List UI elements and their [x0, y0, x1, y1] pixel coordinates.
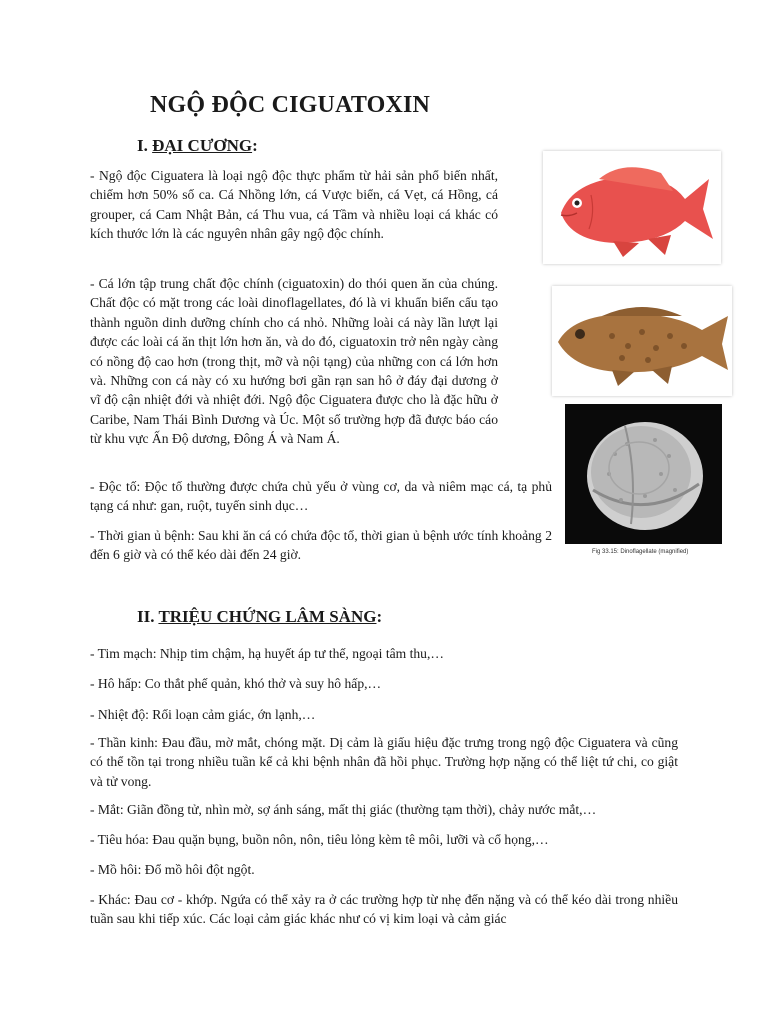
symptom-respiratory: - Hô hấp: Co thắt phế quản, khó thở và suy hô hấp,…: [90, 676, 382, 691]
section-1-paragraph-1: - Ngộ độc Ciguatera là loại ngộ độc thực phẩm từ hải sản phổ biến nhất, chiếm hơn 50% số ca. Cá Nhồng lớn, cá Vược biển, cá Vẹt, cá Hồng, cá grouper, cá Cam Nhật Bản, cá Thu vua, cá Tầm và nhiều loại cá khác có kích thước lớn là các nguyên nhân gây ngộ độc chính.: [90, 168, 498, 242]
section-1-paragraph-4: - Thời gian ủ bệnh: Sau khi ăn cá có chứa độc tố, thời gian ủ bệnh ước tính khoảng 2 đến 6 giờ và có thể kéo dài đến 24 giờ.: [90, 528, 552, 563]
section-1-title: ĐẠI CƯƠNG: [152, 136, 253, 155]
section-1-heading: [137, 136, 258, 156]
section-2-title: TRIỆU CHỨNG LÂM SÀNG: [158, 607, 377, 626]
symptom-cardiovascular: - Tim mạch: Nhịp tim chậm, hạ huyết áp tư thế, ngoại tâm thu,…: [90, 646, 444, 661]
page-title: NGỘ ĐỘC CIGUATOXIN: [150, 92, 431, 118]
symptom-sweating: - Mồ hôi: Đổ mồ hôi đột ngột.: [90, 862, 255, 877]
section-1-colon: :: [252, 136, 258, 155]
symptom-neurological: - Thần kinh: Đau đầu, mờ mắt, chóng mặt. Dị cảm là giấu hiệu đặc trưng trong ngộ độc Ciguatera và cũng có thể tồn tại trong nhiều tuần kể cả khi bệnh nhân đã hồi phục. Trường hợp nặng có thể liệt tứ chi, co giật và tử vong.: [90, 735, 678, 789]
section-1-paragraph-2: - Cá lớn tập trung chất độc chính (ciguatoxin) do thói quen ăn của chúng. Chất độc có mặt trong các loài dinoflagellates, đó là vi khuẩn biển cấu tạo thành nguồn dinh dưỡng chính cho cá nhỏ. Những loài cá này lần lượt lại được các loài cá ăn thịt lớn hơn ăn, và do đó, ciguatoxin trở nên ngày càng có nồng độ cao hơn (trong thịt, mỡ và nội tạng) của những con cá lớn hơn và. Những con cá này có xu hướng bơi gần rạn san hô ở đáy đại dương ở vĩ độ cận nhiệt đới và nhiệt đới. Ngộ độc Ciguatera được cho là đặc hữu ở Caribe, Nam Thái Bình Dương và Úc. Một số trường hợp đã được báo cáo từ khu vực Ấn Độ dương, Đông Á và Nam Á.: [90, 276, 498, 447]
section-1-number: I.: [137, 136, 148, 155]
section-2-number: II.: [137, 607, 155, 626]
dinoflagellate-micrograph-image: [565, 404, 722, 544]
symptom-temperature: - Nhiệt độ: Rối loạn cảm giác, ớn lạnh,…: [90, 707, 316, 722]
red-snapper-image: [543, 151, 721, 264]
grouper-fish-image: [552, 286, 732, 396]
section-1-paragraph-3: - Độc tố: Độc tố thường được chứa chủ yếu ở vùng cơ, da và niêm mạc cá, tạ phủ tạng cá như: gan, ruột, tuyến sinh dục…: [90, 479, 552, 514]
section-2-colon: :: [376, 607, 383, 626]
symptom-digestive: - Tiêu hóa: Đau quặn bụng, buồn nôn, nôn, tiêu lỏng kèm tê môi, lưỡi và cổ họng,…: [90, 832, 549, 847]
symptom-other: - Khác: Đau cơ - khớp. Ngứa có thể xảy ra ở các trường hợp từ nhẹ đến nặng và có thể kéo dài trong nhiều tuần sau khi tiếp xúc. Các loại cảm giác khác như có vị kim loại và cảm giác: [90, 892, 678, 927]
figure-caption: Fig 33.15: Dinoflagellate (magnified): [592, 549, 689, 555]
symptom-eyes: - Mắt: Giãn đồng tử, nhìn mờ, sợ ánh sáng, mất thị giác (thường tạm thời), chảy nước mắt,…: [90, 802, 597, 817]
section-2-heading: [137, 607, 382, 627]
